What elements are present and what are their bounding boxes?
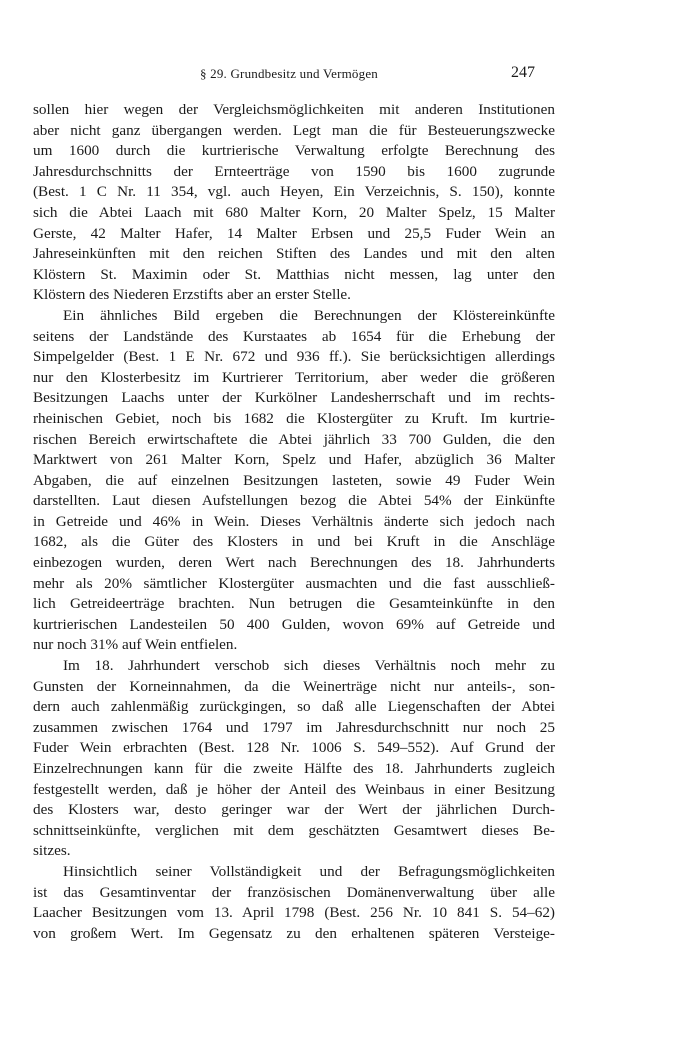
- text-line: rheinischen Gebiet, noch bis 1682 die Klostergüter zu Kruft. Im kurtrie-: [33, 409, 555, 427]
- text-line: Einzelrechnungen kann für die zweite Hälfte des 18. Jahrhunderts zugleich: [33, 760, 555, 777]
- text-line: dern auch zahlenmäßig zurückgingen, so daß alle Liegenschaften der Abtei: [33, 698, 555, 716]
- body-text: [33, 100, 555, 944]
- text-line: Klöstern des Niederen Erzstifts aber an erster Stelle.: [33, 286, 351, 304]
- text-line: 1682, als die Güter des Klosters in und bei Kruft in die Anschläge: [33, 533, 555, 551]
- text-line: Jahreseinkünften mit den reichen Stiften des Landes und mit den alten: [33, 245, 555, 263]
- text-line: mehr als 20% sämtlicher Klostergüter ausmachten und die fast ausschließ-: [33, 574, 555, 592]
- text-line: Gerste, 42 Malter Hafer, 14 Malter Erbsen und 25,5 Fuder Wein an: [33, 224, 555, 242]
- text-line: lich Getreideerträge brachten. Nun betrugen die Gesamteinkünfte in den: [33, 595, 555, 613]
- text-line: von großem Wert. Im Gegensatz zu den erhaltenen späteren Versteige-: [33, 924, 555, 942]
- text-line: des Klosters war, desto geringer war der Wert der jährlichen Durch-: [33, 801, 555, 819]
- text-line: seitens der Landstände des Kurstaates ab 1654 für die Erhebung der: [33, 327, 555, 345]
- text-line: Hinsichtlich seiner Vollständigkeit und der Befragungsmöglichkeiten: [63, 862, 555, 880]
- text-line: nur noch 31% auf Wein entfielen.: [33, 636, 238, 654]
- text-line: um 1600 durch die kurtrierische Verwaltung erfolgte Berechnung des: [33, 142, 555, 160]
- text-line: sitzes.: [33, 842, 71, 860]
- text-line: Im 18. Jahrhundert verschob sich dieses Verhältnis noch mehr zu: [63, 657, 555, 675]
- text-line: kurtrierischen Landesteilen 50 400 Gulden, wovon 69% auf Getreide und: [33, 615, 555, 633]
- text-line: schnittseinkünfte, verglichen mit dem geschätzten Gesamtwert dieses Be-: [33, 821, 555, 839]
- text-line: darstellten. Laut diesen Aufstellungen bezog die Abtei 54% der Einkünfte: [33, 492, 555, 510]
- text-line: (Best. 1 C Nr. 11 354, vgl. auch Heyen, Ein Verzeichnis, S. 150), konnte: [33, 183, 555, 201]
- text-line: Fuder Wein erbrachten (Best. 128 Nr. 1006 S. 549–552). Auf Grund der: [33, 739, 555, 757]
- text-line: Abgaben, die auf einzelnen Besitzungen lasteten, sowie 49 Fuder Wein: [33, 471, 555, 489]
- text-line: Klöstern St. Maximin oder St. Matthias nicht messen, lag unter den: [33, 265, 555, 283]
- text-line: einbezogen wurden, deren Wert nach Berechnungen des 18. Jahrhunderts: [33, 554, 555, 572]
- page-number: 247: [511, 64, 535, 81]
- text-line: sollen hier wegen der Vergleichsmöglichkeiten mit anderen Institutionen: [33, 101, 555, 118]
- text-line: Simpelgelder (Best. 1 E Nr. 672 und 936 ff.). Sie berücksichtigen allerdings: [33, 348, 555, 366]
- text-line: Marktwert von 261 Malter Korn, Spelz und Hafer, abzüglich 36 Malter: [33, 451, 555, 469]
- text-line: rischen Bereich erwirtschaftete die Abtei jährlich 33 700 Gulden, die den: [33, 430, 555, 448]
- text-line: Gunsten der Korneinnahmen, da die Weinerträge nicht nur anteils-, son-: [33, 677, 555, 695]
- text-line: aber nicht ganz übergangen werden. Legt man die für Besteuerungszwecke: [33, 121, 555, 139]
- text-line: festgestellt werden, daß je höher der Anteil des Weinbaus in einer Besitzung: [33, 780, 555, 798]
- text-line: nur den Klosterbesitz im Kurtrierer Territorium, aber weder die größeren: [33, 368, 555, 386]
- text-line: Ein ähnliches Bild ergeben die Berechnungen der Klöstereinkünfte: [63, 306, 555, 324]
- text-line: sich die Abtei Laach mit 680 Malter Korn, 20 Malter Spelz, 15 Malter: [33, 203, 555, 221]
- text-line: ist das Gesamtinventar der französischen Domänenverwaltung über alle: [33, 883, 555, 901]
- text-line: Besitzungen Laachs unter der Kurkölner Landesherrschaft und im rechts-: [33, 389, 555, 407]
- running-head: § 29. Grundbesitz und Vermögen: [200, 66, 378, 81]
- text-line: in Getreide und 46% in Wein. Dieses Verhältnis änderte sich jedoch nach: [33, 512, 555, 530]
- text-line: Jahresdurchschnitts der Ernteerträge von 1590 bis 1600 zugrunde: [33, 162, 555, 180]
- text-line: Laacher Besitzungen vom 13. April 1798 (Best. 256 Nr. 10 841 S. 54–62): [33, 904, 555, 922]
- text-line: zusammen zwischen 1764 und 1797 im Jahresdurchschnitt nur noch 25: [33, 718, 555, 736]
